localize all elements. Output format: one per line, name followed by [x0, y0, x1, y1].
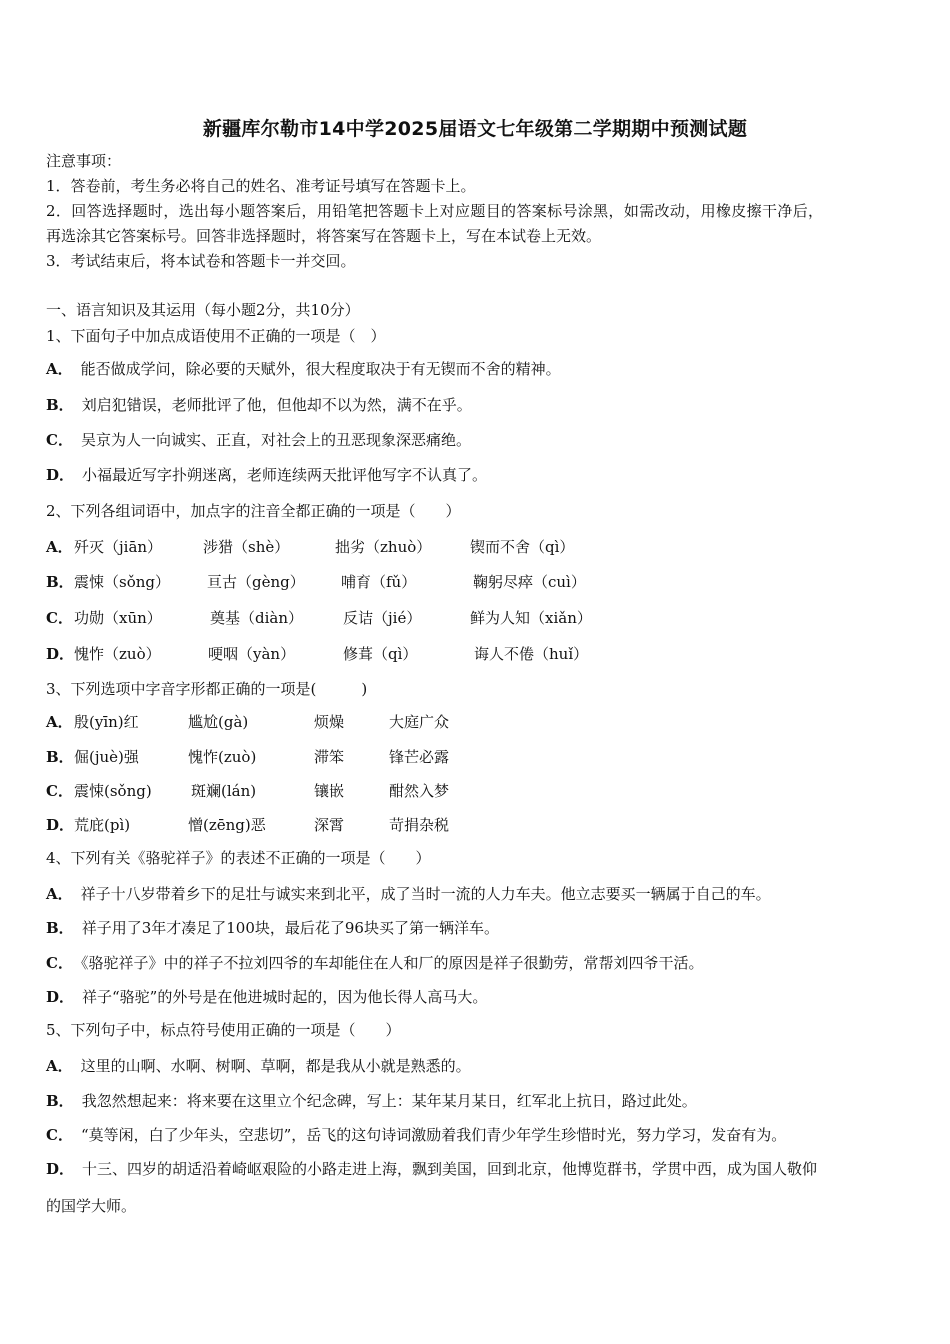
notice-item-2-continued: 再选涂其它答案标号。回答非选择题时，将答案写在答题卡上，写在本试卷上无效。 [46, 227, 602, 245]
question-3-c-item-4: 酣然入梦 [389, 782, 450, 800]
question-2-d-item-3: 修葺（qì） [343, 645, 418, 663]
question-3-b-item-2: 愧怍(zuò) [188, 748, 257, 766]
question-2-d-item-4: 诲人不倦（huǐ） [474, 645, 589, 663]
question-3-stem: 3、下列选项中字音字形都正确的一项是( ) [46, 680, 368, 698]
question-2-stem: 2、下列各组词语中，加点字的注音全都正确的一项是（ ） [46, 502, 461, 520]
question-5-option-d-continued: 的国学大师。 [46, 1197, 137, 1215]
question-3-row-c: C． [46, 782, 73, 800]
question-4-option-d: D． 祥子“骆驼”的外号是在他进城时起的，因为他长得人高马大。 [46, 988, 488, 1006]
question-5-option-d: D． 十三、四岁的胡适沿着崎岖艰险的小路走进上海，飘到美国，回到北京，他博览群书，学贯中西，成为国人敬仰 [46, 1160, 818, 1178]
question-2-b-item-3: 哺育（fǔ） [341, 573, 417, 591]
question-3-d-item-1: 荒庇(pì) [74, 816, 131, 834]
question-2-b-item-1: 震悚（sǒng） [74, 573, 170, 591]
question-4-stem: 4、下列有关《骆驼祥子》的表述不正确的一项是（ ） [46, 849, 431, 867]
question-3-row-b: B． [46, 748, 74, 766]
question-2-c-item-4: 鲜为人知（xiǎn） [470, 609, 592, 627]
question-3-a-item-3: 烦燥 [314, 713, 345, 731]
question-2-a-item-4: 锲而不舍（qì） [470, 538, 575, 556]
question-3-c-item-2: 斑斓(lán) [191, 782, 257, 800]
question-4-option-b: B． 祥子用了3年才凑足了100块，最后花了96块买了第一辆洋车。 [46, 919, 499, 937]
question-4-option-c: C． 《骆驼祥子》中的祥子不拉刘四爷的车却能住在人和厂的原因是祥子很勤劳，常帮刘四爷干活。 [46, 954, 704, 972]
notice-item-1: 1．答卷前，考生务必将自己的姓名、准考证号填写在答题卡上。 [46, 177, 476, 195]
question-2-a-item-3: 拙劣（zhuò） [335, 538, 432, 556]
question-2-d-item-2: 哽咽（yàn） [208, 645, 296, 663]
question-3-d-item-3: 深霄 [314, 816, 345, 834]
question-1-stem: 1、下面句子中加点成语使用不正确的一项是（ ） [46, 327, 386, 345]
question-3-b-item-1: 倔(juè)强 [74, 748, 139, 766]
question-3-c-item-1: 震悚(sǒng) [74, 782, 152, 800]
question-3-c-item-3: 镶嵌 [314, 782, 345, 800]
notice-item-2: 2．回答选择题时，选出每小题答案后，用铅笔把答题卡上对应题目的答案标号涂黑，如需改动，用橡皮擦干净后， [46, 202, 824, 220]
question-2-d-item-1: 愧怍（zuò） [74, 645, 161, 663]
question-3-a-item-2: 尴尬(gà) [188, 713, 249, 731]
question-4-option-a: A． 祥子十八岁带着乡下的足壮与诚实来到北平，成了当时一流的人力车夫。他立志要买一辆属于自己的车。 [46, 885, 771, 903]
question-2-row-c: C． [46, 609, 73, 627]
question-2-row-d: D． [46, 645, 75, 663]
question-1-option-b: B． 刘启犯错误，老师批评了他，但他却不以为然，满不在乎。 [46, 396, 472, 414]
question-2-a-item-2: 涉猎（shè） [203, 538, 290, 556]
question-1-option-a: A． 能否做成学问，除必要的天赋外，很大程度取决于有无锲而不舍的精神。 [46, 360, 561, 378]
question-3-b-item-3: 滞笨 [314, 748, 345, 766]
question-5-stem: 5、下列句子中，标点符号使用正确的一项是（ ） [46, 1021, 401, 1039]
section-heading: 一、语言知识及其运用（每小题2分，共10分） [46, 301, 360, 319]
question-2-c-item-3: 反诘（jié） [343, 609, 422, 627]
question-3-a-item-4: 大庭广众 [389, 713, 450, 731]
question-3-row-d: D． [46, 816, 75, 834]
question-2-row-a: A． [46, 538, 73, 556]
question-5-option-c: C． “莫等闲，白了少年头，空悲切”，岳飞的这句诗词激励着我们青少年学生珍惜时光，努力学习，发奋有为。 [46, 1126, 787, 1144]
question-5-option-b: B． 我忽然想起来：将来要在这里立个纪念碑，写上：某年某月某日，红军北上抗日，路过此处。 [46, 1092, 697, 1110]
question-2-a-item-1: 歼灭（jiān） [74, 538, 163, 556]
question-3-d-item-4: 苛捐杂税 [389, 816, 450, 834]
question-2-b-item-2: 亘古（gèng） [207, 573, 305, 591]
notice-item-3: 3．考试结束后，将本试卷和答题卡一并交回。 [46, 252, 356, 270]
question-1-option-c: C． 吴京为人一向诚实、正直，对社会上的丑恶现象深恶痛绝。 [46, 431, 471, 449]
question-3-row-a: A． [46, 713, 73, 731]
question-2-c-item-1: 功勋（xūn） [74, 609, 162, 627]
question-3-d-item-2: 憎(zēng)恶 [188, 816, 266, 834]
question-5-option-a: A． 这里的山啊、水啊、树啊、草啊，都是我从小就是熟悉的。 [46, 1057, 471, 1075]
notice-heading: 注意事项： [46, 152, 122, 170]
question-1-option-d: D． 小福最近写字扑朔迷离，老师连续两天批评他写字不认真了。 [46, 466, 488, 484]
question-3-a-item-1: 殷(yīn)红 [74, 713, 139, 731]
question-2-row-b: B． [46, 573, 74, 591]
question-2-b-item-4: 鞠躬尽瘁（cuì） [473, 573, 586, 591]
question-3-b-item-4: 锋芒必露 [389, 748, 450, 766]
page-title: 新疆库尔勒市14中学2025届语文七年级第二学期期中预测试题 [202, 118, 748, 140]
question-2-c-item-2: 奠基（diàn） [210, 609, 304, 627]
